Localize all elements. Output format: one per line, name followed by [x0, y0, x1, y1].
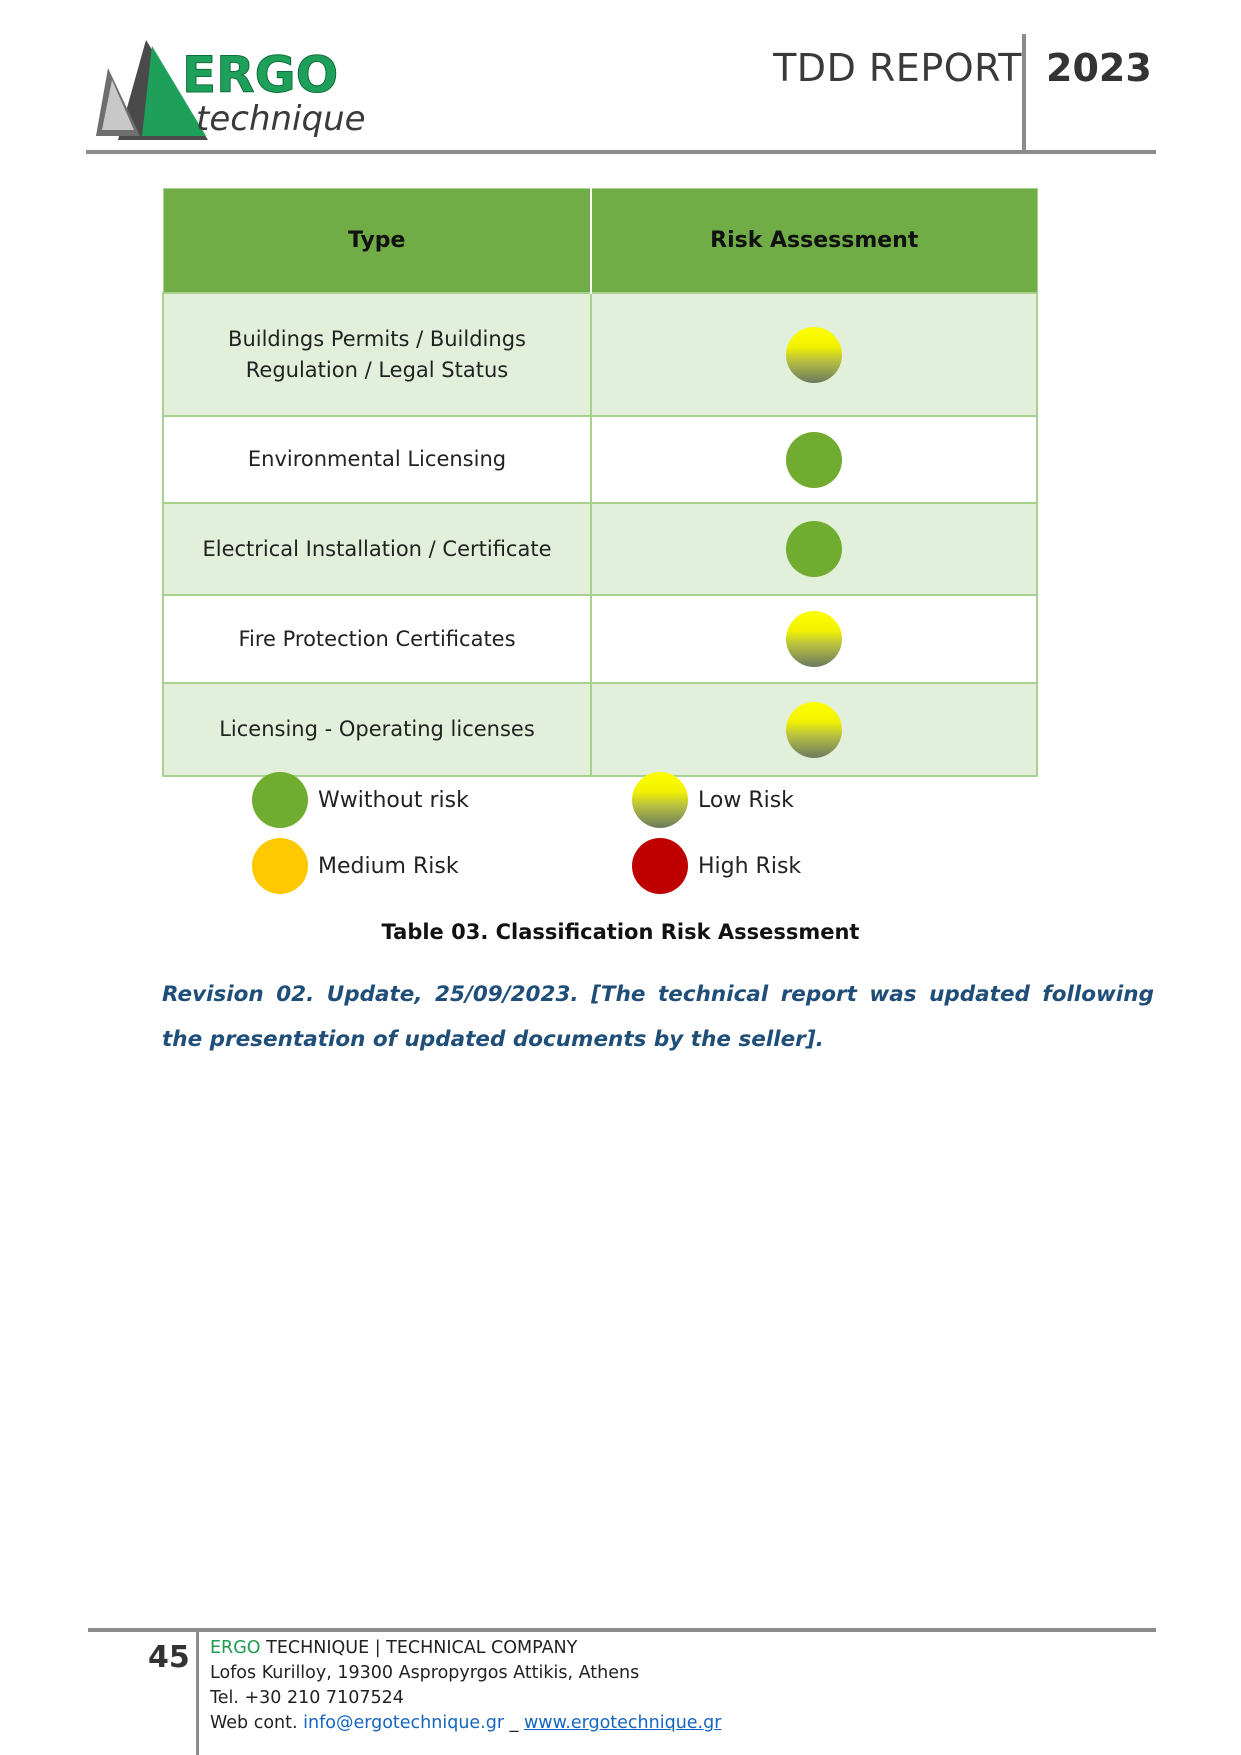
- footer-contact-block: [210, 1636, 721, 1736]
- report-title: TDD REPORT: [773, 46, 1022, 90]
- legend-high-risk: [632, 838, 801, 894]
- table-header-row: [163, 189, 1037, 294]
- without-risk-indicator-icon: [786, 432, 842, 488]
- low-risk-indicator-icon: [786, 327, 842, 383]
- legend-low-risk: [632, 772, 794, 828]
- row-type-cell: Electrical Installation / Certificate: [163, 503, 591, 595]
- row-type-cell: Fire Protection Certificates: [163, 595, 591, 683]
- without-risk-legend-icon: [252, 772, 308, 828]
- low-risk-indicator-icon: [786, 611, 842, 667]
- row-risk-cell: [591, 416, 1037, 503]
- table-row: [163, 595, 1037, 683]
- column-header-type: Type: [163, 189, 591, 294]
- logo-graphic: [88, 40, 488, 150]
- footer-address: Lofos Kurilloy, 19300 Aspropyrgos Attikis, Athens: [210, 1663, 640, 1683]
- footer-rule: [88, 1628, 1156, 1632]
- legend-medium-risk-label: Medium Risk: [318, 853, 459, 879]
- row-risk-cell: [591, 293, 1037, 416]
- footer-company-rest: TECHNIQUE | TECHNICAL COMPANY: [260, 1638, 578, 1658]
- low-risk-indicator-icon: [786, 702, 842, 758]
- table-row: [163, 683, 1037, 776]
- table-row: [163, 503, 1037, 595]
- legend-high-risk-label: High Risk: [698, 853, 802, 879]
- footer-tel: Tel. +30 210 7107524: [210, 1688, 404, 1708]
- header-divider-vertical: [1022, 34, 1026, 150]
- row-risk-cell: [591, 683, 1037, 776]
- logo-technique-text: technique: [196, 99, 366, 139]
- footer-divider-vertical: [196, 1630, 199, 1755]
- row-type-cell: Licensing - Operating licenses: [163, 683, 591, 776]
- table-caption: Table 03. Classification Risk Assessment: [381, 920, 860, 944]
- high-risk-legend-icon: [632, 838, 688, 894]
- row-type-cell: Environmental Licensing: [163, 416, 591, 503]
- risk-assessment-table: [162, 188, 1038, 777]
- legend-medium-risk: [252, 838, 459, 894]
- footer-website-link[interactable]: www.ergotechnique.gr: [523, 1713, 722, 1733]
- footer-web-line: [210, 1711, 721, 1736]
- without-risk-indicator-icon: [786, 521, 842, 577]
- footer-separator: _: [504, 1713, 524, 1733]
- revision-note: Revision 02. Update, 25/09/2023. [The technical report was updated following the presentation of updated documents by the seller].: [162, 982, 1154, 1052]
- company-logo: [88, 40, 488, 150]
- row-risk-cell: [591, 595, 1037, 683]
- footer-company-line: [210, 1636, 721, 1661]
- legend-low-risk-label: Low Risk: [698, 787, 794, 813]
- legend-without-risk-label: Wwithout risk: [318, 787, 469, 813]
- header-rule: [86, 150, 1156, 154]
- report-year: 2023: [1046, 46, 1152, 90]
- footer-email-link[interactable]: info@ergotechnique.gr: [303, 1713, 505, 1733]
- footer-company-ergo: ERGO: [210, 1638, 261, 1658]
- low-risk-legend-icon: [632, 772, 688, 828]
- row-type-cell: Buildings Permits / Buildings Regulation / Legal Status: [163, 293, 591, 416]
- medium-risk-legend-icon: [252, 838, 308, 894]
- legend-without-risk: [252, 772, 469, 828]
- row-risk-cell: [591, 503, 1037, 595]
- footer-web-label: Web cont.: [210, 1713, 304, 1733]
- logo-ergo-text: ERGO: [182, 46, 339, 104]
- column-header-risk: Risk Assessment: [591, 189, 1037, 294]
- page-number: 45: [148, 1640, 190, 1675]
- table-row: [163, 293, 1037, 416]
- table-row: [163, 416, 1037, 503]
